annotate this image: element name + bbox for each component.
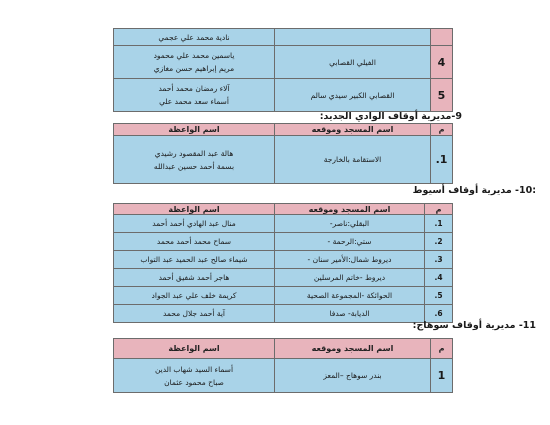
col-header-preacher: اسم الواعظة	[114, 124, 275, 136]
preacher-name: آلاء رمضان محمد أحمد	[158, 84, 230, 93]
table-header-row	[114, 339, 453, 359]
mosque-cell: بندر سوهاج –المعز	[275, 359, 431, 393]
table-row	[114, 136, 453, 184]
preacher-cell: شيماء صالح عبد الحميد عبد التواب	[114, 251, 275, 269]
mosque-cell: الاستقامة بالخارجة	[275, 136, 431, 184]
table-row	[114, 305, 453, 323]
preacher-cell: آية أحمد جلال محمد	[114, 305, 275, 323]
row-number: 3.	[425, 251, 453, 269]
row-number: 5	[431, 79, 453, 112]
preacher-name: صباح محمود عثمان	[164, 377, 224, 387]
col-header-number: م	[431, 124, 453, 136]
mosque-cell: الفيلي القصابي	[275, 46, 431, 79]
table-header-row	[114, 204, 453, 215]
col-header-mosque: اسم المسجد وموقعه	[275, 339, 431, 359]
preacher-cell	[114, 46, 275, 79]
col-header-preacher: اسم الواعظة	[114, 339, 275, 359]
table-row	[114, 29, 453, 46]
table-continuation	[113, 28, 453, 112]
table-row	[114, 269, 453, 287]
preacher-name: نادية محمد علي عجمي	[158, 32, 230, 42]
section-heading-9: 9-مديرية أوقاف الوادي الجديد:	[319, 111, 462, 122]
col-header-number: م	[425, 204, 453, 215]
mosque-cell: الديابة- صدفا	[275, 305, 425, 323]
table-row	[114, 359, 453, 393]
table-row	[114, 79, 453, 112]
preacher-cell	[114, 359, 275, 393]
row-number: 5.	[425, 287, 453, 305]
preacher-cell: سماح محمد أحمد محمد	[114, 233, 275, 251]
preacher-name: هالة عبد المقصود رشيدي	[154, 148, 234, 158]
preacher-name: ياسمين محمد علي محمود	[153, 51, 235, 60]
table-section-11	[113, 338, 453, 393]
mosque-cell: ديروط -خاتم المرسلين	[275, 269, 425, 287]
row-number: 2.	[425, 233, 453, 251]
mosque-cell: البقلي:ناصر-	[275, 215, 425, 233]
table-section-10	[113, 203, 453, 323]
table-row	[114, 215, 453, 233]
preacher-cell: منال عبد الهادي أحمد أحمد	[114, 215, 275, 233]
section-heading-11: 11- مديرية أوقاف سوهاج:	[412, 320, 536, 331]
preacher-cell: كريمة خلف علي عبد الجواد	[114, 287, 275, 305]
table-row	[114, 251, 453, 269]
preacher-name: أسماء سعد محمد علي	[159, 97, 229, 106]
row-number: 1	[431, 359, 453, 393]
preacher-name: مريم إبراهيم حسن مغازي	[153, 64, 235, 73]
row-number: 4	[431, 46, 453, 79]
col-header-preacher: اسم الواعظة	[114, 204, 275, 215]
row-number: 4.	[425, 269, 453, 287]
mosque-cell: القصابي الكبير سيدي سالم	[275, 79, 431, 112]
table-row	[114, 287, 453, 305]
mosque-cell: ديروط شمال:الأمير سنان -	[275, 251, 425, 269]
preacher-cell	[114, 29, 275, 46]
preacher-name: بسمة أحمد حسين عبدالله	[153, 161, 235, 171]
row-number	[431, 29, 453, 46]
col-header-mosque: اسم المسجد وموقعه	[275, 204, 425, 215]
row-number: 1.	[431, 136, 453, 184]
row-number: 1.	[425, 215, 453, 233]
preacher-cell: هاجر أحمد شفيق أحمد	[114, 269, 275, 287]
mosque-cell: الحوائكة -المجموعة الصحية	[275, 287, 425, 305]
col-header-mosque: اسم المسجد وموقعه	[275, 124, 431, 136]
mosque-cell	[275, 29, 431, 46]
col-header-number: م	[431, 339, 453, 359]
preacher-cell	[114, 79, 275, 112]
table-row	[114, 46, 453, 79]
section-heading-10: :10- مديرية أوقاف أسيوط	[412, 185, 536, 196]
preacher-name: أسماء السيد شهاب الدين	[154, 364, 234, 374]
table-section-9	[113, 123, 453, 184]
row-number: 6.	[425, 305, 453, 323]
table-row	[114, 233, 453, 251]
table-header-row	[114, 124, 453, 136]
mosque-cell: ستي:الرحمة -	[275, 233, 425, 251]
preacher-cell	[114, 136, 275, 184]
